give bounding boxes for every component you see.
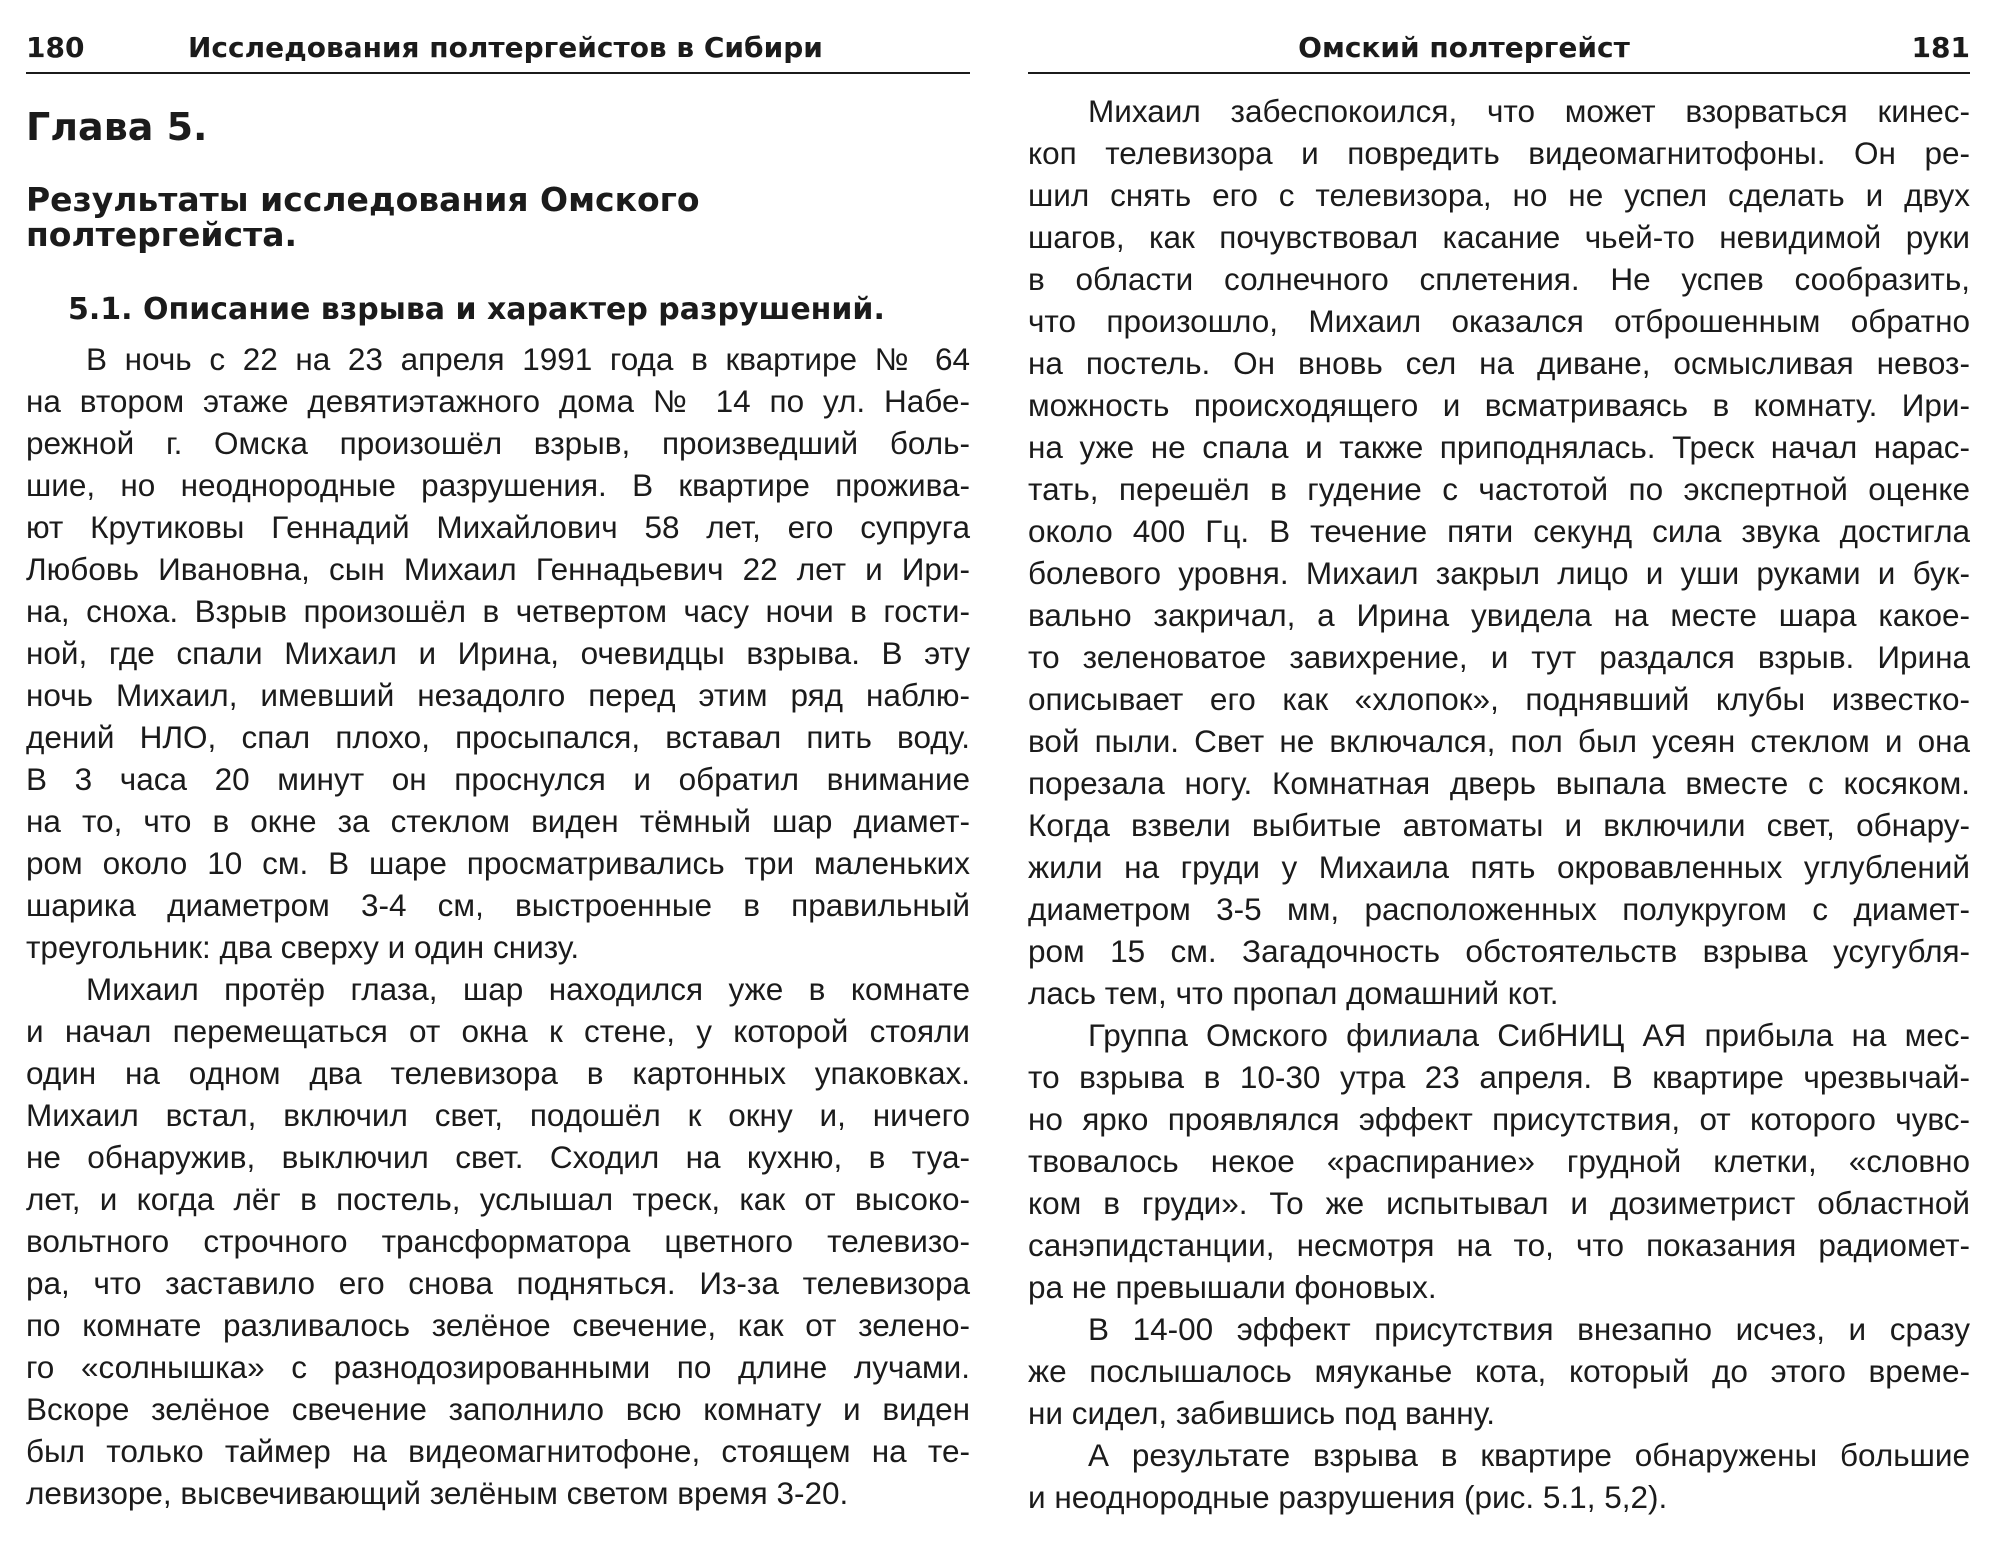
text-line: Группа Омского филиала СибНИЦ АЯ прибыла на мес- — [1088, 1017, 1970, 1053]
text-line: в области солнечного сплетения. Не успев сообразить, — [1028, 261, 1970, 297]
results-title — [26, 182, 956, 252]
text-line: шие, но неоднородные разрушения. В квартире прожива- — [26, 467, 970, 503]
text-line: то зеленоватое завихрение, и тут раздался взрыв. Ирина — [1028, 639, 1970, 675]
text-line: около 400 Гц. В течение пяти секунд сила звука достигла — [1028, 513, 1970, 549]
text-line: лась тем, что пропал домашний кот. — [1028, 975, 1559, 1011]
text-line: вально закричал, а Ирина увидела на месте шара какое- — [1028, 597, 1970, 633]
left-body-text — [26, 338, 970, 1514]
text-line: Михаил встал, включил свет, подошёл к окну и, ничего — [26, 1097, 970, 1133]
text-line: го «солнышка» с разнодозированными по длине лучами. — [26, 1349, 970, 1385]
page-number: 180 — [26, 31, 85, 64]
text-line: жили на груди у Михаила пять окровавленных углублений — [1028, 849, 1970, 885]
text-line: и начал перемещаться от окна к стене, у которой стояли — [26, 1013, 970, 1049]
text-line: В 3 часа 20 минут он проснулся и обратил внимание — [26, 761, 970, 797]
text-line: ют Крутиковы Геннадий Михайлович 58 лет, его супруга — [26, 509, 970, 545]
text-line: шарика диаметром 3-4 см, выстроенные в правильный — [26, 887, 970, 923]
text-line: то взрыва в 10-30 утра 23 апреля. В квартире чрезвычай- — [1028, 1059, 1970, 1095]
text-line: ночь Михаил, имевший незадолго перед этим ряд наблю- — [26, 677, 970, 713]
text-line: коп телевизора и повредить видеомагнитофоны. Он ре- — [1028, 135, 1970, 171]
text-line: но ярко проявлялся эффект присутствия, от которого чувс- — [1028, 1101, 1970, 1137]
text-line: диаметром 3-5 мм, расположенных полукругом с диамет- — [1028, 891, 1970, 927]
text-line: по комнате разливалось зелёное свечение, как от зелено- — [26, 1307, 970, 1343]
text-line: левизоре, высвечивающий зелёным светом время 3-20. — [26, 1475, 849, 1511]
text-line: вольтного строчного трансформатора цветного телевизо- — [26, 1223, 970, 1259]
text-line: вой пыли. Свет не включался, пол был усеян стеклом и она — [1028, 723, 1970, 759]
results-title-line: полтергейста. — [26, 215, 298, 254]
text-line: твовалось некое «распирание» грудной клетки, «словно — [1028, 1143, 1970, 1179]
text-line: на втором этаже девятиэтажного дома № 14 по ул. Набе- — [26, 383, 970, 419]
text-line: В ночь с 22 на 23 апреля 1991 года в квартире № 64 — [86, 341, 970, 377]
text-line: и неоднородные разрушения (рис. 5.1, 5,2). — [1028, 1479, 1668, 1515]
text-line: на, сноха. Взрыв произошёл в четвертом часу ночи в гости- — [26, 593, 970, 629]
text-line: треугольник: два сверху и один снизу. — [26, 929, 580, 965]
text-line: на уже не спала и также приподнялась. Треск начал нарас- — [1028, 429, 1970, 465]
page-number: 181 — [1911, 31, 1970, 64]
text-line: был только таймер на видеомагнитофоне, стоящем на те- — [26, 1433, 970, 1469]
text-line: ром около 10 см. В шаре просматривались три маленьких — [26, 845, 970, 881]
text-line: ра, что заставило его снова подняться. Из-за телевизора — [26, 1265, 970, 1301]
text-line: ни сидел, забившись под ванну. — [1028, 1395, 1495, 1431]
text-line: ром 15 см. Загадочность обстоятельств взрыва усугубля- — [1028, 933, 1970, 969]
text-line: Когда взвели выбитые автоматы и включили свет, обнару- — [1028, 807, 1970, 843]
text-line: что произошло, Михаил оказался отброшенным обратно — [1028, 303, 1970, 339]
text-line: один на одном два телевизора в картонных упаковках. — [26, 1055, 970, 1091]
text-line: Любовь Ивановна, сын Михаил Геннадьевич 22 лет и Ири- — [26, 551, 970, 587]
running-title: Исследования полтергейстов в Сибири — [188, 31, 823, 64]
text-line: санэпидстанции, несмотря на то, что показания радиомет- — [1028, 1227, 1970, 1263]
chapter-title: Глава 5. — [26, 105, 208, 149]
text-line: Михаил протёр глаза, шар находился уже в комнате — [86, 971, 970, 1007]
left-page — [26, 0, 970, 1542]
text-line: тать, перешёл в гудение с частотой по экспертной оценке — [1028, 471, 1970, 507]
text-line: можность происходящего и всматриваясь в комнату. Ири- — [1028, 387, 1970, 423]
text-line: порезала ногу. Комнатная дверь выпала вместе с косяком. — [1028, 765, 1970, 801]
results-title-line: Результаты исследования Омского — [26, 180, 700, 219]
text-line: Вскоре зелёное свечение заполнило всю комнату и виден — [26, 1391, 970, 1427]
text-line: лет, и когда лёг в постель, услышал треск, как от высоко- — [26, 1181, 970, 1217]
section-title: 5.1. Описание взрыва и характер разрушений. — [68, 292, 885, 327]
text-line: описывает его как «хлопок», поднявший клубы известко- — [1028, 681, 1970, 717]
text-line: режной г. Омска произошёл взрыв, произведший боль- — [26, 425, 970, 461]
text-line: ком в груди». То же испытывал и дозиметрист областной — [1028, 1185, 1970, 1221]
text-line: А результате взрыва в квартире обнаружены большие — [1088, 1437, 1970, 1473]
right-running-header — [1028, 24, 1970, 74]
text-line: шил снять его с телевизора, но не успел сделать и двух — [1028, 177, 1970, 213]
text-line: ной, где спали Михаил и Ирина, очевидцы взрыва. В эту — [26, 635, 970, 671]
text-line: не обнаружив, выключил свет. Сходил на кухню, в туа- — [26, 1139, 970, 1175]
right-page — [1028, 0, 1970, 1542]
left-running-header — [26, 24, 970, 74]
text-line: же послышалось мяуканье кота, который до этого време- — [1028, 1353, 1970, 1389]
text-line: на постель. Он вновь сел на диване, осмысливая невоз- — [1028, 345, 1970, 381]
text-line: болевого уровня. Михаил закрыл лицо и уши руками и бук- — [1028, 555, 1970, 591]
text-line: В 14-00 эффект присутствия внезапно исчез, и сразу — [1088, 1311, 1970, 1347]
right-body-text — [1028, 90, 1970, 1518]
text-line: на то, что в окне за стеклом виден тёмный шар диамет- — [26, 803, 970, 839]
text-line: шагов, как почувствовал касание чьей-то невидимой руки — [1028, 219, 1970, 255]
running-title: Омский полтергейст — [1298, 31, 1630, 64]
text-line: дений НЛО, спал плохо, просыпался, вставал пить воду. — [26, 719, 970, 755]
text-line: ра не превышали фоновых. — [1028, 1269, 1437, 1305]
text-line: Михаил забеспокоился, что может взорваться кинес- — [1088, 93, 1970, 129]
